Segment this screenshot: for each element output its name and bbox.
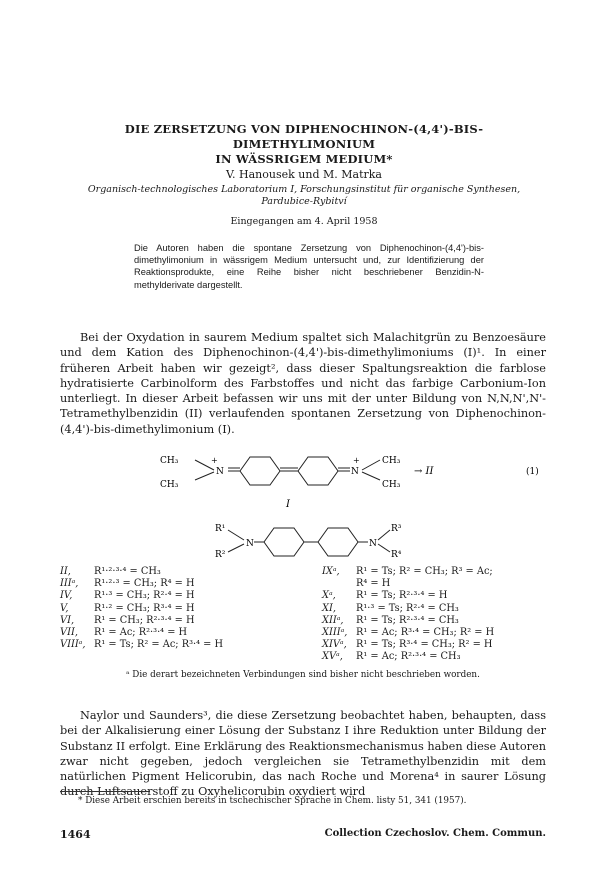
definition-row: V, R¹·² = CH₃; R³·⁴ = H	[60, 602, 195, 614]
paragraph-1: Bei der Oxydation in saurem Medium spaltet sich Malachitgrün zu Benzoesäure und dem Kation des Diphenochinon-(4,4')-bis-dimethylimoniums (I)¹. In einer früheren Arbeit haben wir gezeigt², dass dieser Spaltungsreaktion die farblose hydratisierte Carbinolform des Farbstoffes und nicht das farbige Carbonium-Ion unterliegt. In dieser Arbeit befassen wir uns mit der unter Bildung von N,N,N',N'-Tetramethylbenzidin (II) verlaufenden spontanen Zersetzung von Diphenochinon-(4,4')-bis-dimethylimonium (I).	[60, 331, 546, 436]
atom-n-right-2: N	[369, 539, 377, 549]
substituent-r2: R²	[215, 550, 226, 560]
definition-row: XIIᵃ, R¹ = Ts; R²·³·⁴ = CH₃	[322, 614, 459, 626]
definition-row: IV, R¹·³ = CH₃; R²·⁴ = H	[60, 590, 195, 602]
paragraph-2: Naylor und Saunders³, die diese Zersetzung beobachtet haben, behaupten, dass bei der Alkalisierung einer Lösung der Substanz I ihre Reduktion unter Bildung der Substanz II erfolgt. Eine Erklärung des Reaktionsmechanismus haben diese Autoren zwar nicht gegeben, jedoch vergleichen sie Tetramethylbenzidin mit dem natürlichen Pigment Helicorubin, das nach Roche und Morena⁴ in saurer Lösung durch Luftsauerstoff zu Oxyhelicorubin oxydiert wird	[60, 709, 546, 799]
structure-1-diagram	[60, 446, 546, 516]
equation-number: (1)	[526, 467, 539, 477]
substituent-r1: R¹	[215, 524, 226, 534]
compound-note: ᵃ Die derart bezeichneten Verbindungen sind bisher nicht beschrieben worden.	[126, 670, 480, 680]
affiliation	[70, 184, 538, 208]
journal-name: Collection Czechoslov. Chem. Commun.	[324, 828, 546, 839]
paper-title	[70, 122, 538, 167]
ch3-left-bottom: CH₃	[160, 480, 179, 490]
definition-row: Xᵃ, R¹ = Ts; R²·³·⁴ = H	[322, 590, 448, 602]
substituent-r4: R⁴	[391, 550, 402, 560]
atom-n-left: N	[216, 467, 224, 477]
definition-row: II, R¹·²·³·⁴ = CH₃	[60, 566, 161, 577]
charge-left: +	[211, 456, 218, 465]
definition-row: VII, R¹ = Ac; R²·³·⁴ = H	[60, 627, 188, 639]
definition-row: XIVᵃ, R¹ = Ts; R³·⁴ = CH₃; R² = H	[322, 639, 493, 651]
definition-row: XI, R¹·³ = Ts; R²·⁴ = CH₃	[322, 602, 459, 614]
substituent-r3: R³	[391, 524, 402, 534]
definition-row: VI, R¹ = CH₃; R²·³·⁴ = H	[60, 614, 195, 626]
authors: V. Hanousek und M. Matrka	[226, 168, 382, 181]
definitions-right-column	[322, 566, 552, 664]
received-date: Eingegangen am 4. April 1958	[230, 216, 378, 227]
structure-diphenochinon	[60, 446, 546, 516]
charge-right: +	[353, 456, 360, 465]
definition-row: IIIᵃ, R¹·²·³ = CH₃; R⁴ = H	[60, 578, 195, 590]
title-line-1: DIE ZERSETZUNG VON DIPHENOCHINON-(4,4')-BIS-DIMETHYLIMONIUM	[124, 122, 484, 151]
footnote-rule	[60, 791, 150, 792]
definition-row: IXᵃ, R¹ = Ts; R² = CH₃; R³ = Ac;	[322, 566, 493, 577]
ch3-left-top: CH₃	[160, 456, 179, 466]
title-line-2: IN WÄSSRIGEM MEDIUM*	[215, 152, 393, 166]
abstract: Die Autoren haben die spontane Zersetzung von Diphenochinon-(4,4')-bis-dimethylimonium in wässrigem Medium untersucht und, zur Identifizierung der Reaktionsprodukte, eine Reihe bisher nicht beschriebener Benzidin-N-methylderivate dargestellt.	[134, 243, 484, 290]
definition-row: XVᵃ, R¹ = Ac; R²·³·⁴ = CH₃	[322, 651, 461, 663]
definitions-left-column	[60, 566, 290, 651]
affiliation-line-1: Organisch-technologisches Laboratorium I, Forschungsinstitut für organische Synthesen,	[87, 184, 521, 195]
footnote: * Diese Arbeit erschien bereits in tschechischer Sprache in Chem. listy 51, 341 (1957).	[78, 796, 467, 806]
ch3-right-top: CH₃	[382, 456, 401, 466]
definition-row: R⁴ = H	[356, 578, 391, 590]
definition-row: XIIIᵃ, R¹ = Ac; R³·⁴ = CH₃; R² = H	[322, 627, 495, 639]
affiliation-line-2: Pardubice-Rybitví	[261, 196, 347, 207]
atom-n-left-2: N	[246, 539, 254, 549]
ch3-right-bottom: CH₃	[382, 480, 401, 490]
reaction-arrow: → II	[414, 466, 434, 477]
structure-benzidine	[60, 518, 546, 568]
page-number: 1464	[60, 828, 91, 841]
atom-n-right: N	[351, 467, 359, 477]
structure-2-diagram	[60, 518, 546, 568]
definition-row: VIIIᵃ, R¹ = Ts; R² = Ac; R³·⁴ = H	[60, 639, 224, 651]
compound-label-i: I	[286, 499, 290, 510]
